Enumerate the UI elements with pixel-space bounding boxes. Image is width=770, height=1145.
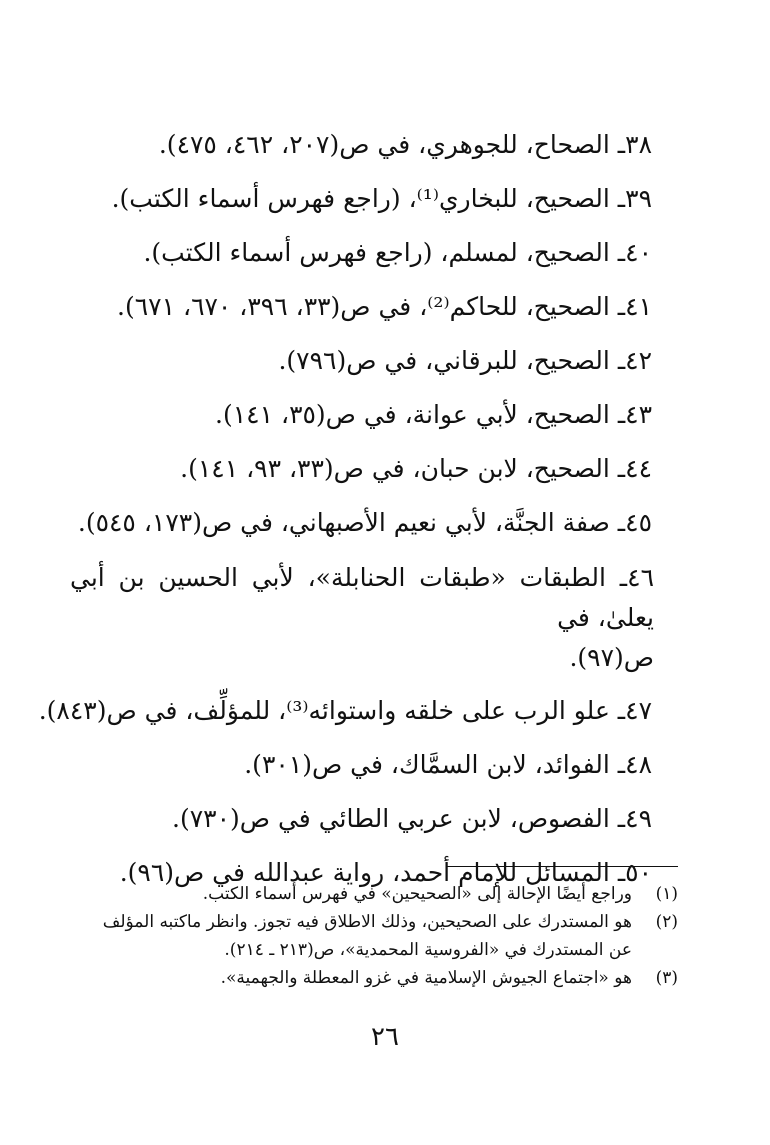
entry-text: ٤١ـ الصحيح، للحاكم⁽²⁾، في ص(٣٣، ٣٩٦، ٦٧٠، ٦٧١). <box>117 292 652 321</box>
footnote-text <box>68 964 632 992</box>
list-item <box>38 684 652 738</box>
footnote-continuation: عن المستدرك في «الفروسية المحمدية»، ص(٢١٣ ـ ٢١٤). <box>224 940 632 960</box>
footnote <box>68 908 678 964</box>
entry-text: ٤٥ـ صفة الجنَّة، لأبي نعيم الأصبهاني، في ص(١٧٣، ٥٤٥). <box>77 508 652 537</box>
page-number: ٢٦ <box>371 1022 399 1052</box>
footnote-text <box>68 880 632 908</box>
footnotes <box>68 880 678 992</box>
footnote-line: وراجع أيضًا الإحالة إلى «الصحيحين» في فهرس أسماء الكتب. <box>202 884 632 904</box>
entry-text: ٥٠ـ المسائل للإمام أحمد، رواية عبدالله في ص(٩٦). <box>119 858 652 887</box>
entry-text: ٤٩ـ الفصوص، لابن عربي الطائي في ص(٧٣٠). <box>172 804 652 833</box>
list-item <box>70 388 652 442</box>
footnote-separator <box>446 866 678 867</box>
list-item <box>70 738 652 792</box>
entry-text: ٤٢ـ الصحيح، للبرقاني، في ص(٧٩٦). <box>278 346 652 375</box>
entry-text: ٤٠ـ الصحيح، لمسلم، (راجع فهرس أسماء الكتب). <box>143 238 652 267</box>
footnote-number: (١) <box>655 884 678 904</box>
footnote <box>68 964 678 992</box>
entry-text: ٤٣ـ الصحيح، لأبي عوانة، في ص(٣٥، ١٤١). <box>215 400 652 429</box>
list-item <box>70 280 652 334</box>
bibliography-list <box>38 118 654 900</box>
footnote-text <box>68 908 632 964</box>
footnote-number: (٣) <box>655 968 678 988</box>
list-item <box>70 172 652 226</box>
footnote-line: هو المستدرك على الصحيحين، وذلك الاطلاق فيه تجوز. وانظر ماكتبه المؤلف <box>102 912 632 932</box>
entry-text: ٤٤ـ الصحيح، لابن حبان، في ص(٣٣، ٩٣، ١٤١). <box>180 454 652 483</box>
entry-text: ٤٧ـ علو الرب على خلقه واستوائه⁽³⁾، للمؤلِّف، في ص(٨٤٣). <box>38 696 652 725</box>
entry-text: ٣٨ـ الصحاح، للجوهري، في ص(٢٠٧، ٤٦٢، ٤٧٥). <box>158 130 652 159</box>
list-item <box>70 226 652 280</box>
list-item <box>70 442 652 496</box>
entry-text: ٣٩ـ الصحيح، للبخاري⁽¹⁾، (راجع فهرس أسماء الكتب). <box>111 184 652 213</box>
entry-continuation: ص(٩٧). <box>569 643 654 672</box>
list-item <box>70 334 652 388</box>
footnote <box>68 880 678 908</box>
list-item <box>70 496 652 550</box>
list-item <box>70 558 654 678</box>
entry-text: ٤٨ـ الفوائد، لابن السمَّاك، في ص(٣٠١). <box>244 750 652 779</box>
footnote-number: (٢) <box>655 912 678 932</box>
list-item <box>70 118 652 172</box>
list-item <box>70 792 652 846</box>
entry-text: ٤٦ـ الطبقات «طبقات الحنابلة»، لأبي الحسين بن أبي يعلىٰ، في <box>70 563 654 632</box>
footnote-line: هو «اجتماع الجيوش الإسلامية في غزو المعطلة والجهمية». <box>220 968 632 988</box>
